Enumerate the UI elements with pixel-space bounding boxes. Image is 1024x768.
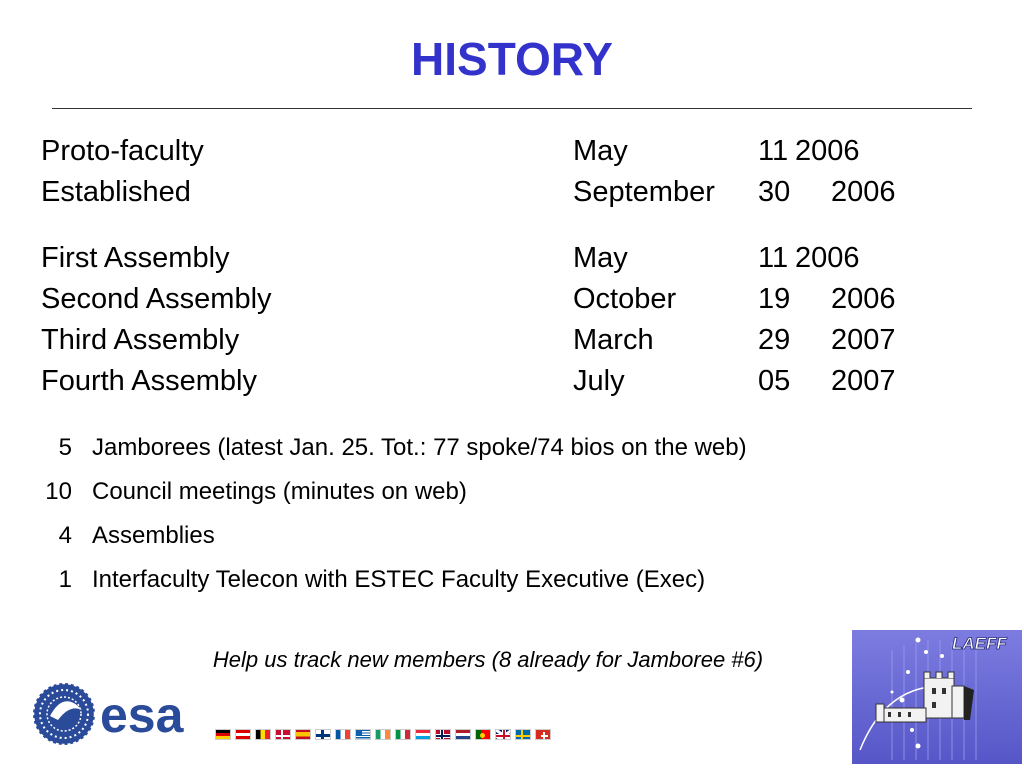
stat-count: 4 <box>58 522 72 549</box>
switzerland-flag <box>535 729 551 740</box>
esa-globe-icon <box>33 683 95 745</box>
stat-row <box>0 560 1024 600</box>
milestone-year: 2006 <box>831 176 896 208</box>
milestone-row <box>0 279 1024 319</box>
stat-label: Interfaculty Telecon with ESTEC Faculty Executive (Exec) <box>92 566 706 593</box>
milestone-row <box>0 361 1024 401</box>
milestone-month: October <box>573 283 677 315</box>
milestone-name: Fourth Assembly <box>41 365 257 397</box>
austria-flag <box>235 729 251 740</box>
milestone-name: Established <box>41 176 191 208</box>
belgium-flag <box>255 729 271 740</box>
sweden-flag <box>515 729 531 740</box>
milestone-month: May <box>573 135 628 167</box>
milestone-name: Second Assembly <box>41 283 272 315</box>
portugal-flag <box>475 729 491 740</box>
netherlands-flag <box>455 729 471 740</box>
milestone-month: September <box>573 176 715 208</box>
milestone-day: 11 <box>758 135 789 167</box>
stat-row <box>0 428 1024 468</box>
milestone-name: Third Assembly <box>41 324 240 356</box>
slide-title: HISTORY <box>411 33 613 85</box>
stat-row <box>0 516 1024 556</box>
milestone-name: First Assembly <box>41 242 230 274</box>
milestone-year: 2006 <box>795 242 860 274</box>
spain-flag <box>295 729 311 740</box>
esa-logo-text: esa <box>100 687 184 743</box>
milestone-year: 2006 <box>795 135 860 167</box>
stat-count: 1 <box>58 566 72 593</box>
milestone-year: 2006 <box>831 283 896 315</box>
ireland-flag <box>375 729 391 740</box>
stat-count: 5 <box>58 434 72 461</box>
title-divider <box>52 108 972 109</box>
milestone-name: Proto-faculty <box>41 135 204 167</box>
stat-label: Council meetings (minutes on web) <box>92 478 467 505</box>
milestone-year: 2007 <box>831 324 896 356</box>
stat-label: Jamborees (latest Jan. 25. Tot.: 77 spoke/74 bios on the web) <box>92 434 747 461</box>
milestone-year: 2007 <box>831 365 896 397</box>
milestone-month: March <box>573 324 654 356</box>
laeff-logo <box>852 630 1022 764</box>
greece-flag <box>355 729 371 740</box>
milestone-day: 19 <box>758 283 791 315</box>
milestone-row <box>0 238 1024 278</box>
finland-flag <box>315 729 331 740</box>
laeff-logo-text: LAEFF <box>952 634 1007 653</box>
milestone-row <box>0 320 1024 360</box>
milestone-row <box>0 172 1024 212</box>
milestone-day: 11 <box>758 242 789 274</box>
stat-label: Assemblies <box>92 522 215 549</box>
stat-row <box>0 472 1024 512</box>
milestone-row <box>0 131 1024 171</box>
member-flags <box>215 729 551 741</box>
milestone-day: 05 <box>758 365 791 397</box>
stat-count: 10 <box>45 478 72 505</box>
milestone-month: May <box>573 242 628 274</box>
milestone-day: 30 <box>758 176 791 208</box>
france-flag <box>335 729 351 740</box>
milestone-month: July <box>573 365 625 397</box>
norway-flag <box>435 729 451 740</box>
milestone-day: 29 <box>758 324 791 356</box>
italy-flag <box>395 729 411 740</box>
uk-flag <box>495 729 511 740</box>
germany-flag <box>215 729 231 740</box>
help-note: Help us track new members (8 already for Jamboree #6) <box>212 647 764 672</box>
denmark-flag <box>275 729 291 740</box>
luxembourg-flag <box>415 729 431 740</box>
esa-logo <box>30 680 220 748</box>
